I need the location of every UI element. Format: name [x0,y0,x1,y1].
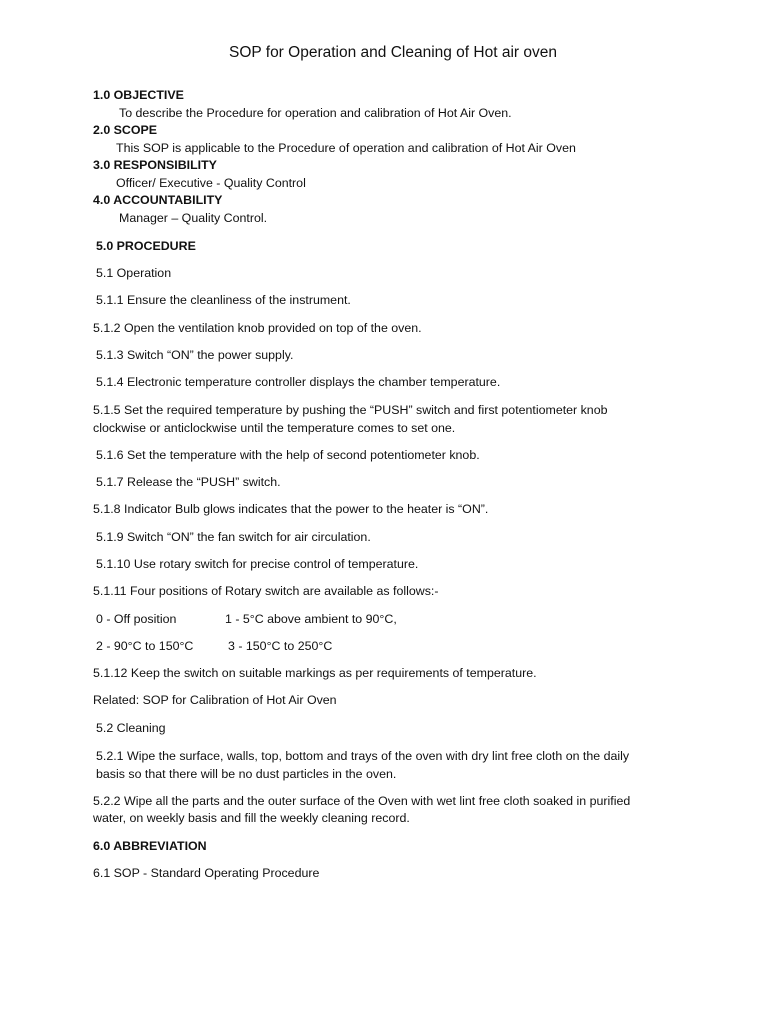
procedure-heading: 5.0 PROCEDURE [96,239,196,253]
abbreviation-heading: 6.0 ABBREVIATION [93,839,207,853]
step-5-1-5-line2: clockwise or anticlockwise until the temperature comes to set one. [93,421,456,435]
objective-heading: 1.0 OBJECTIVE [93,88,184,102]
step-5-2-1-line2: basis so that there will be no dust particles in the oven. [96,767,397,781]
step-5-1-9: 5.1.9 Switch “ON” the fan switch for air circulation. [96,530,371,544]
rotary-position-2: 2 - 90°C to 150°C [96,639,194,653]
step-5-1-12: 5.1.12 Keep the switch on suitable markings as per requirements of temperature. [93,666,537,680]
step-5-1-7: 5.1.7 Release the “PUSH” switch. [96,475,281,489]
step-5-1-4: 5.1.4 Electronic temperature controller displays the chamber temperature. [96,375,501,389]
step-5-1-11: 5.1.11 Four positions of Rotary switch are available as follows:- [93,584,439,598]
objective-text: To describe the Procedure for operation and calibration of Hot Air Oven. [119,106,512,120]
step-5-2-2-line2: water, on weekly basis and fill the weekly cleaning record. [93,811,410,825]
step-5-2-2-line1: 5.2.2 Wipe all the parts and the outer surface of the Oven with wet lint free cloth soaked in purified [93,794,631,808]
cleaning-heading: 5.2 Cleaning [96,721,166,735]
responsibility-heading: 3.0 RESPONSIBILITY [93,158,217,172]
scope-heading: 2.0 SCOPE [93,123,158,137]
step-5-1-6: 5.1.6 Set the temperature with the help of second potentiometer knob. [96,448,480,462]
step-5-2-1-line1: 5.2.1 Wipe the surface, walls, top, bottom and trays of the oven with dry lint free cloth on the daily [96,749,630,763]
rotary-position-0: 0 - Off position [96,612,177,626]
rotary-position-3: 3 - 150°C to 250°C [228,639,333,653]
accountability-heading: 4.0 ACCOUNTABILITY [93,193,223,207]
step-5-1-3: 5.1.3 Switch “ON” the power supply. [96,348,294,362]
scope-text: This SOP is applicable to the Procedure of operation and calibration of Hot Air Oven [116,141,576,155]
responsibility-text: Officer/ Executive - Quality Control [116,176,306,190]
step-5-1-10: 5.1.10 Use rotary switch for precise control of temperature. [96,557,419,571]
step-5-1-5-line1: 5.1.5 Set the required temperature by pushing the “PUSH” switch and first potentiometer knob [93,403,608,417]
step-5-1-8: 5.1.8 Indicator Bulb glows indicates that the power to the heater is “ON”. [93,502,489,516]
step-5-1-1: 5.1.1 Ensure the cleanliness of the instrument. [96,293,351,307]
document-title: SOP for Operation and Cleaning of Hot air oven [229,44,557,61]
related-reference: Related: SOP for Calibration of Hot Air Oven [93,693,337,707]
abbreviation-sop: 6.1 SOP - Standard Operating Procedure [93,866,320,880]
rotary-position-1: 1 - 5°C above ambient to 90°C, [225,612,397,626]
step-5-1-2: 5.1.2 Open the ventilation knob provided on top of the oven. [93,321,422,335]
accountability-text: Manager – Quality Control. [119,211,268,225]
operation-heading: 5.1 Operation [96,266,172,280]
